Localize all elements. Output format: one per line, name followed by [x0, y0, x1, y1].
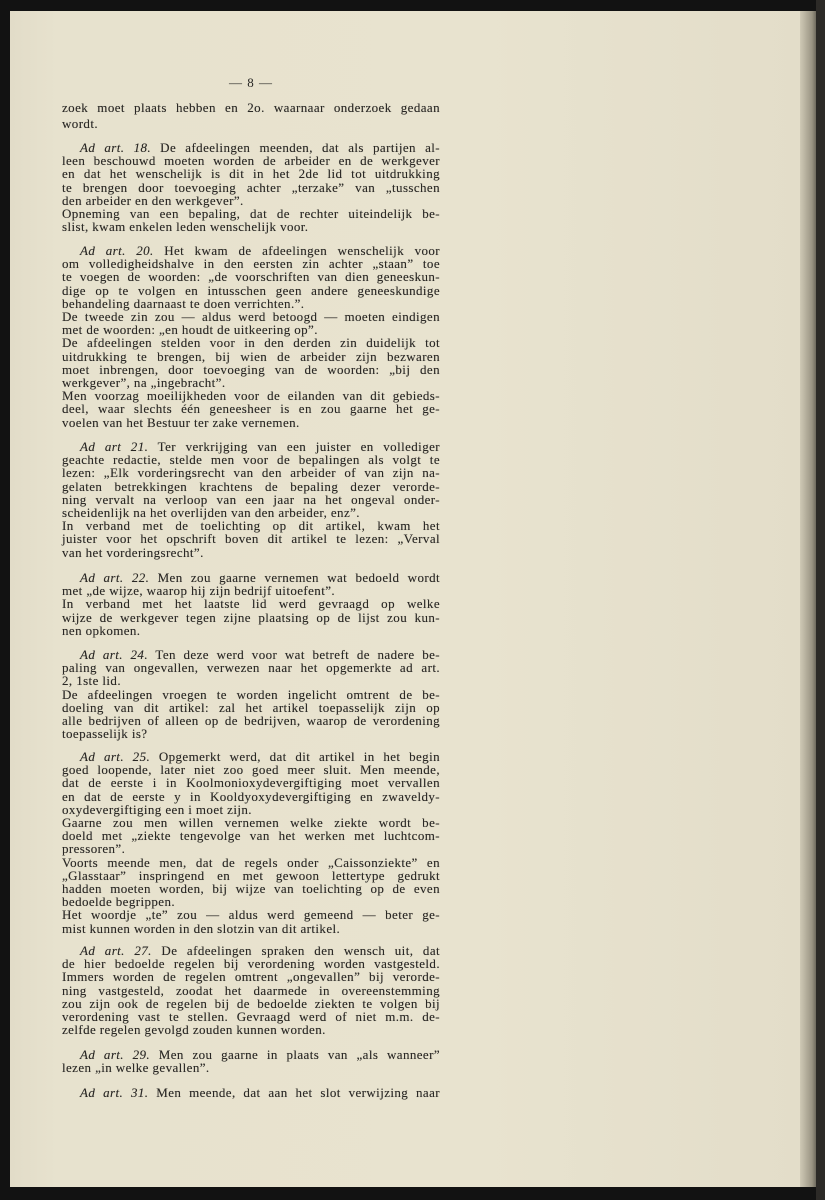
- text-line: doeld met „ziekte tengevolge van het werken met luchtcom-: [62, 828, 440, 844]
- text-line: om volledigheidshalve in den eersten zin achter „staan” toe: [62, 256, 440, 272]
- text-line: met „de wijze, waarop hij zijn bedrijf uitoefent”.: [62, 583, 336, 599]
- text-line: Opneming van een bepaling, dat de rechter uiteindelijk be-: [62, 206, 440, 222]
- section-art-29: [62, 1048, 440, 1074]
- text-line: voelen van het Bestuur ter zake vernemen.: [62, 414, 300, 430]
- line-text: Opgemerkt werd, dat dit artikel in het begin: [158, 749, 440, 764]
- article-label: Ad art. 20.: [80, 243, 154, 258]
- section-art-25: [62, 750, 440, 935]
- article-label: Ad art. 18.: [80, 140, 152, 155]
- text-line: [62, 1086, 440, 1099]
- article-label: Ad art. 29.: [80, 1047, 151, 1062]
- page-number: — 8 —: [229, 75, 273, 90]
- text-line: goed loopende, later niet zoo goed meer sluit. Men meende,: [62, 762, 440, 778]
- section-art-31: [62, 1086, 440, 1099]
- text-line: geachte redactie, stelde men voor de bepalingen als volgt te: [62, 452, 440, 468]
- article-label: Ad art 21.: [80, 439, 149, 454]
- line-text: De afdeelingen meenden, dat als partijen al-: [160, 140, 440, 155]
- text-line: te voegen de woorden: „de voorschriften van dien geneeskun-: [62, 269, 440, 285]
- text-line: de hier bedoelde regelen bij verordening worden vastgesteld.: [62, 956, 440, 972]
- text-line: 2, 1ste lid.: [62, 673, 121, 689]
- text-line: wordt.: [62, 116, 98, 131]
- text-line: De tweede zin zou — aldus werd betoogd — moeten eindigen: [62, 309, 440, 325]
- section-art-18: [62, 141, 440, 233]
- text-line: en dat het wenschelijk is dit in het 2de lid tot uitdrukking: [62, 166, 440, 182]
- text-line: gelaten betrekkingen krachtens de bepaling dezer verorde-: [62, 478, 440, 494]
- text-line: en dat de eerste y in Kooldyoxydevergiftiging en zwaveldy-: [62, 788, 440, 804]
- line-text: Men meende, dat aan het slot verwijzing naar: [156, 1085, 440, 1100]
- page-edge: [800, 11, 816, 1187]
- text-line: van het vorderingsrecht”.: [62, 544, 204, 560]
- text-line: met de woorden: „en houdt de uitkeering op”.: [62, 322, 318, 338]
- text-line: Gaarne zou men willen vernemen welke ziekte wordt be-: [62, 815, 440, 831]
- section-art-27: [62, 944, 440, 1036]
- scan-border: [816, 0, 825, 1200]
- text-line: verordening vast te stellen. Gevraagd werd of niet m.m. de-: [62, 1009, 440, 1025]
- text-line: juister voor het opschrift boven dit artikel te lezen: „Verval: [62, 531, 440, 547]
- article-label: Ad art. 22.: [80, 570, 150, 585]
- article-label: Ad art. 27.: [80, 943, 152, 958]
- text-line: bedoelde begrippen.: [62, 894, 176, 910]
- text-line: De afdeelingen stelden voor in den derden zin duidelijk tot: [62, 335, 440, 351]
- text-line: oxydevergiftiging een i moet zijn.: [62, 801, 252, 817]
- text-line: ning vervalt na verloop van een jaar na het ongeval onder-: [62, 491, 440, 507]
- text-line: Het woordje „te” zou — aldus werd gemeend — beter ge-: [62, 907, 440, 923]
- text-line: Immers worden de regelen omtrent „ongevallen” bij verorde-: [62, 969, 440, 985]
- text-line: zoek moet plaats hebben en 2o. waarnaar onderzoek gedaan: [62, 100, 440, 115]
- article-label: Ad art. 31.: [80, 1085, 149, 1100]
- text-line: leen beschouwd moeten worden de arbeider en de werkgever: [62, 153, 440, 169]
- text-line: lezen „in welke gevallen”.: [62, 1060, 210, 1076]
- text-line: werkgever”, na „ingebracht”.: [62, 375, 226, 391]
- text-line: toepasselijk is?: [62, 726, 148, 742]
- article-label: Ad art. 25.: [80, 749, 151, 764]
- text-line: wijze de werkgever tegen zijne plaatsing op de lijst zou kun-: [62, 609, 440, 625]
- line-text: Men zou gaarne vernemen wat bedoeld wordt: [157, 570, 441, 585]
- text-line: te brengen door toevoeging achter „terzake” van „tusschen: [62, 179, 440, 195]
- text-line: deel, waar slechts één geneesheer is en zou gaarne het ge-: [62, 401, 440, 417]
- text-line: De afdeelingen vroegen te worden ingelicht omtrent de be-: [62, 686, 440, 702]
- text-line: uitdrukking te brengen, bij wien de arbeider zijn bezwaren: [62, 348, 440, 364]
- text-line: „Glasstaar” inspringend en met gewoon lettertype gedrukt: [62, 867, 440, 883]
- text-line: moet inbrengen, door toevoeging van de woorden: „bij den: [62, 361, 440, 377]
- text-line: dige op te volgen en intusschen geen andere geneeskundige: [62, 282, 440, 298]
- line-text: Men zou gaarne in plaats van „als wanneer”: [158, 1047, 440, 1062]
- line-text: De afdeelingen spraken den wensch uit, dat: [161, 943, 440, 958]
- section-art-22: [62, 571, 440, 637]
- text-line: alle bedrijven of alleen op de bedrijven, waarop de verordening: [62, 713, 440, 729]
- line-text: Het kwam de afdeelingen wenschelijk voor: [164, 243, 441, 258]
- section-art-20: [62, 244, 440, 429]
- text-line: scheidenlijk na het overlijden van den arbeider, enz”.: [62, 505, 360, 521]
- text-line: doeling van dit artikel: zal het artikel toepasselijk zijn op: [62, 699, 440, 715]
- text-line: behandeling daarnaast te doen verrichten.”.: [62, 295, 305, 311]
- text-line: hadden moeten worden, bij wijze van toelichting op de even: [62, 881, 440, 897]
- text-line: slist, kwam enkelen leden wenschelijk voor.: [62, 219, 309, 235]
- section-art-21: [62, 440, 440, 559]
- text-line: ning vastgesteld, zoodat het daarmede in overeenstemming: [62, 982, 440, 998]
- text-line: dat de eerste i in Koolmonioxydevergiftiging moet vervallen: [62, 775, 440, 791]
- text-line: Men voorzag moeilijkheden voor de eilanden van dit gebieds-: [62, 388, 440, 404]
- article-label: Ad art. 24.: [80, 647, 148, 662]
- text-line: lezen: „Elk vorderingsrecht van den arbeider of van zijn na-: [62, 465, 440, 481]
- text-line: den arbeider en den werkgever”.: [62, 192, 244, 208]
- text-line: mist kunnen worden in den slotzin van dit artikel.: [62, 920, 341, 936]
- text-line: Voorts meende men, dat de regels onder „Caissonziekte” en: [62, 854, 440, 870]
- line-text: Ter verkrijging van een juister en vollediger: [157, 439, 440, 454]
- text-line: nen opkomen.: [62, 622, 141, 638]
- line-text: Ten deze werd voor wat betreft de nadere be-: [155, 647, 440, 662]
- text-line: In verband met het laatste lid werd gevraagd op welke: [62, 596, 440, 612]
- text-line: pressoren”.: [62, 841, 126, 857]
- text-line: paling van ongevallen, verwezen naar het opgemerkte ad art.: [62, 660, 440, 676]
- text-line: zelfde regelen gevolgd zouden kunnen worden.: [62, 1022, 326, 1038]
- intro-paragraph: [62, 100, 440, 132]
- text-line: In verband met de toelichting op dit artikel, kwam het: [62, 518, 440, 534]
- section-art-24: [62, 648, 440, 740]
- text-line: zou zijn ook de regelen bij de bedoelde ziekten te volgen bij: [62, 995, 440, 1011]
